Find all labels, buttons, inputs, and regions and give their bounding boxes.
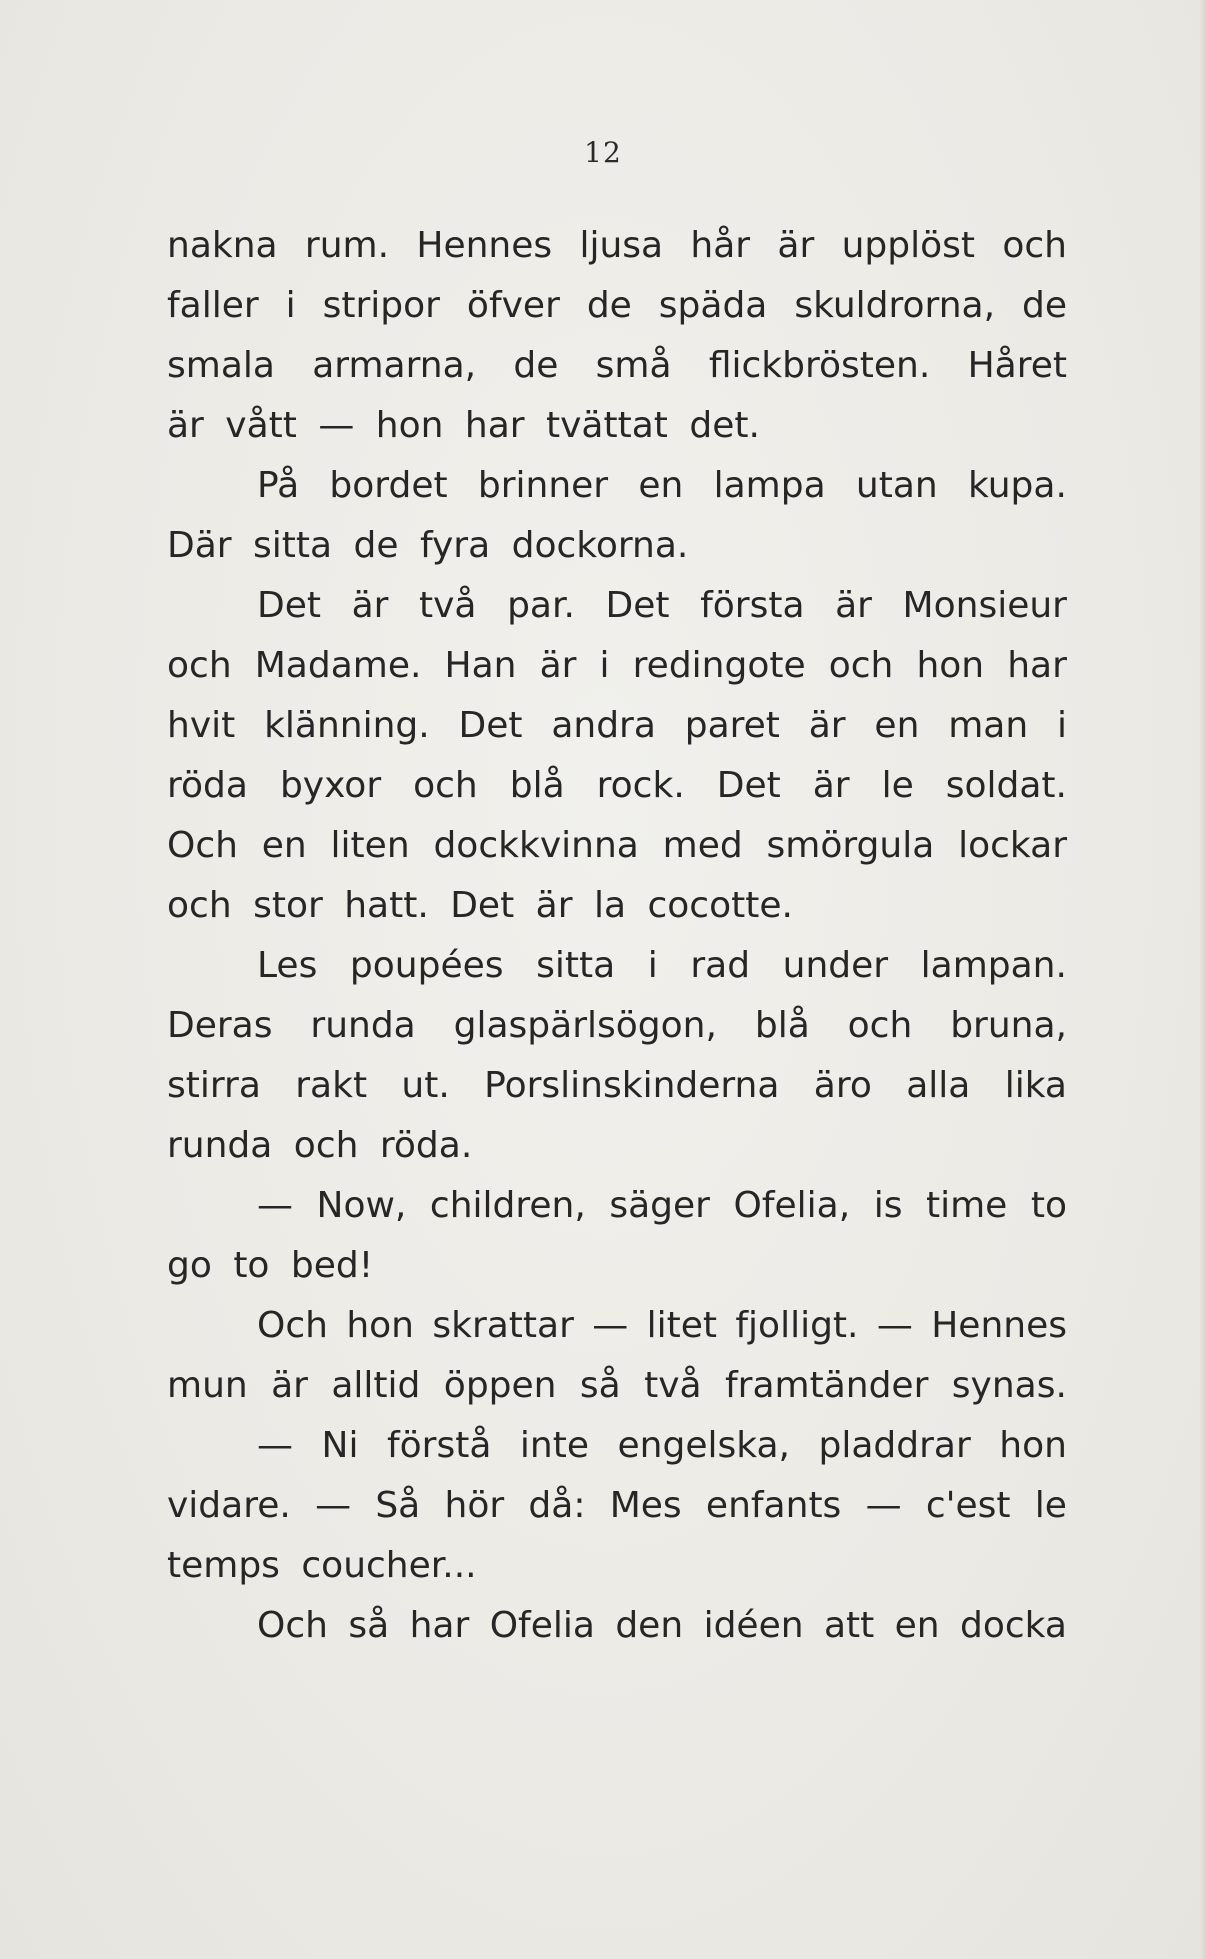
word: Now, — [316, 1185, 407, 1226]
word: man — [948, 705, 1029, 746]
word: le — [881, 765, 914, 806]
word: hör — [444, 1485, 505, 1526]
word: stirra — [167, 1065, 261, 1106]
word: enfants — [705, 1485, 842, 1526]
word: — — [257, 1185, 293, 1226]
text-line — [167, 636, 1067, 696]
word: i — [599, 645, 610, 686]
word: Deras — [167, 1005, 273, 1046]
word: engelska, — [617, 1425, 790, 1466]
text-line — [167, 936, 1067, 996]
word: framtänder — [724, 1365, 929, 1406]
word: första — [700, 585, 805, 626]
word: is — [873, 1185, 903, 1226]
word: På — [257, 465, 300, 506]
word: andra — [551, 705, 656, 746]
text-line — [167, 456, 1067, 516]
word: hår — [690, 225, 751, 266]
word: Det — [605, 585, 670, 626]
word: i — [647, 945, 658, 986]
word: docka — [960, 1605, 1067, 1646]
word: skrattar — [432, 1305, 574, 1346]
word: vidare. — [167, 1485, 291, 1526]
word: c'est — [925, 1485, 1011, 1526]
text-line — [167, 756, 1067, 816]
text-line: go to bed! — [167, 1245, 374, 1286]
word: Det — [716, 765, 781, 806]
text-line — [167, 1056, 1067, 1116]
word: children, — [429, 1185, 586, 1226]
word: den — [615, 1605, 684, 1646]
word: är — [835, 585, 872, 626]
word: rakt — [295, 1065, 368, 1106]
word: hon — [916, 645, 985, 686]
word: då: — [528, 1485, 586, 1526]
word: de — [513, 345, 559, 386]
word: — — [315, 1485, 352, 1526]
word: och — [828, 645, 894, 686]
word: blå — [509, 765, 565, 806]
text-line — [167, 336, 1067, 396]
text-line — [167, 996, 1067, 1056]
word: Ni — [321, 1425, 359, 1466]
word: idéen — [703, 1605, 804, 1646]
word: Och — [257, 1305, 328, 1346]
word: hon — [999, 1425, 1067, 1466]
word: en — [874, 705, 920, 746]
word: — — [592, 1305, 629, 1346]
word: alltid — [331, 1365, 421, 1406]
text-line: Där sitta de fyra dockorna. — [167, 525, 689, 566]
text-line — [167, 1176, 1067, 1236]
word: lampa — [713, 465, 826, 506]
word: mun — [167, 1365, 248, 1406]
word: så — [348, 1605, 390, 1646]
word: hon — [346, 1305, 414, 1346]
text-line: och stor hatt. Det är la cocotte. — [167, 885, 793, 926]
page-edge — [1200, 0, 1206, 1959]
word: öppen — [443, 1365, 557, 1406]
word: synas. — [951, 1365, 1067, 1406]
word: de — [1021, 285, 1067, 326]
word: redingote — [632, 645, 806, 686]
word: Han — [444, 645, 517, 686]
word: bordet — [329, 465, 448, 506]
word: byxor — [279, 765, 382, 806]
word: har — [409, 1605, 470, 1646]
word: är — [777, 225, 815, 266]
word: säger — [609, 1185, 710, 1226]
word: Madame. — [254, 645, 422, 686]
word: är — [271, 1365, 308, 1406]
word: en — [638, 465, 684, 506]
word: skuldrorna, — [794, 285, 996, 326]
word: Monsieur — [902, 585, 1067, 626]
word: rock. — [596, 765, 685, 806]
word: och — [167, 645, 232, 686]
word: Hennes — [931, 1305, 1067, 1346]
word: blå — [754, 1005, 810, 1046]
word: Ofelia, — [733, 1185, 851, 1226]
word: ljusa — [579, 225, 664, 266]
text-line: temps coucher... — [167, 1545, 477, 1586]
word: öfver — [466, 285, 560, 326]
word: ut. — [401, 1065, 450, 1106]
text-line — [167, 216, 1067, 276]
word: en — [894, 1605, 940, 1646]
word: brinner — [477, 465, 609, 506]
word: lika — [1004, 1065, 1067, 1106]
word: är — [808, 705, 846, 746]
word: pladdrar — [818, 1425, 971, 1466]
word: fjolligt. — [735, 1305, 859, 1346]
word: Så — [375, 1485, 421, 1526]
word: Mes — [609, 1485, 682, 1526]
word: time — [925, 1185, 1008, 1226]
body-text — [167, 216, 1067, 1656]
word: sitta — [536, 945, 616, 986]
word: äro — [813, 1065, 872, 1106]
word: att — [823, 1605, 875, 1646]
word: Och — [167, 825, 238, 866]
word: i — [1056, 705, 1067, 746]
text-line — [167, 696, 1067, 756]
word: par. — [507, 585, 575, 626]
text-line — [167, 1356, 1067, 1416]
word: — — [257, 1425, 293, 1466]
word: lockar — [958, 825, 1067, 866]
word: två — [419, 585, 477, 626]
word: och — [1002, 225, 1067, 266]
word: två — [644, 1365, 702, 1406]
word: alla — [906, 1065, 971, 1106]
word: Och — [257, 1605, 328, 1646]
word: runda — [310, 1005, 416, 1046]
word: litet — [646, 1305, 718, 1346]
word: flickbrösten. — [708, 345, 931, 386]
text-line — [167, 576, 1067, 636]
word: smala — [167, 345, 275, 386]
word: är — [351, 585, 389, 626]
word: klänning. — [264, 705, 430, 746]
word: nakna — [167, 225, 278, 266]
word: en — [261, 825, 307, 866]
text-line — [167, 1596, 1067, 1656]
word: i — [285, 285, 296, 326]
word: Porslinskinderna — [484, 1065, 780, 1106]
word: paret — [684, 705, 780, 746]
word: le — [1034, 1485, 1067, 1526]
word: Det — [257, 585, 321, 626]
word: hvit — [167, 705, 236, 746]
word: armarna, — [312, 345, 477, 386]
word: faller — [167, 285, 259, 326]
word: de — [586, 285, 632, 326]
word: Hennes — [416, 225, 553, 266]
word: to — [1030, 1185, 1067, 1226]
word: är — [539, 645, 577, 686]
word: utan — [855, 465, 938, 506]
word: Les — [257, 945, 318, 986]
text-line: är vått — hon har tvättat det. — [167, 405, 760, 446]
text-line: runda och röda. — [167, 1125, 473, 1166]
word: förstå — [386, 1425, 492, 1466]
word: under — [782, 945, 889, 986]
word: stripor — [322, 285, 440, 326]
word: liten — [330, 825, 410, 866]
word: glaspärlsögon, — [453, 1005, 717, 1046]
word: Håret — [967, 345, 1067, 386]
word: rad — [690, 945, 751, 986]
word: — — [876, 1305, 913, 1346]
text-line — [167, 1416, 1067, 1476]
word: kupa. — [968, 465, 1067, 506]
word: och — [413, 765, 478, 806]
word: röda — [167, 765, 248, 806]
text-line — [167, 1296, 1067, 1356]
word: smörgula — [766, 825, 935, 866]
page-number: 12 — [584, 136, 622, 169]
word: — — [865, 1485, 902, 1526]
word: bruna, — [950, 1005, 1067, 1046]
word: med — [662, 825, 743, 866]
word: upplöst — [841, 225, 976, 266]
word: lampan. — [920, 945, 1067, 986]
word: Det — [458, 705, 523, 746]
word: dockkvinna — [433, 825, 639, 866]
word: och — [847, 1005, 913, 1046]
text-line — [167, 816, 1067, 876]
word: har — [1007, 645, 1067, 686]
word: små — [595, 345, 672, 386]
word: är — [812, 765, 850, 806]
word: inte — [519, 1425, 590, 1466]
word: rum. — [304, 225, 390, 266]
word: poupées — [349, 945, 504, 986]
text-line — [167, 276, 1067, 336]
word: så — [579, 1365, 621, 1406]
word: soldat. — [945, 765, 1067, 806]
word: späda — [658, 285, 768, 326]
text-line — [167, 1476, 1067, 1536]
word: Ofelia — [489, 1605, 595, 1646]
